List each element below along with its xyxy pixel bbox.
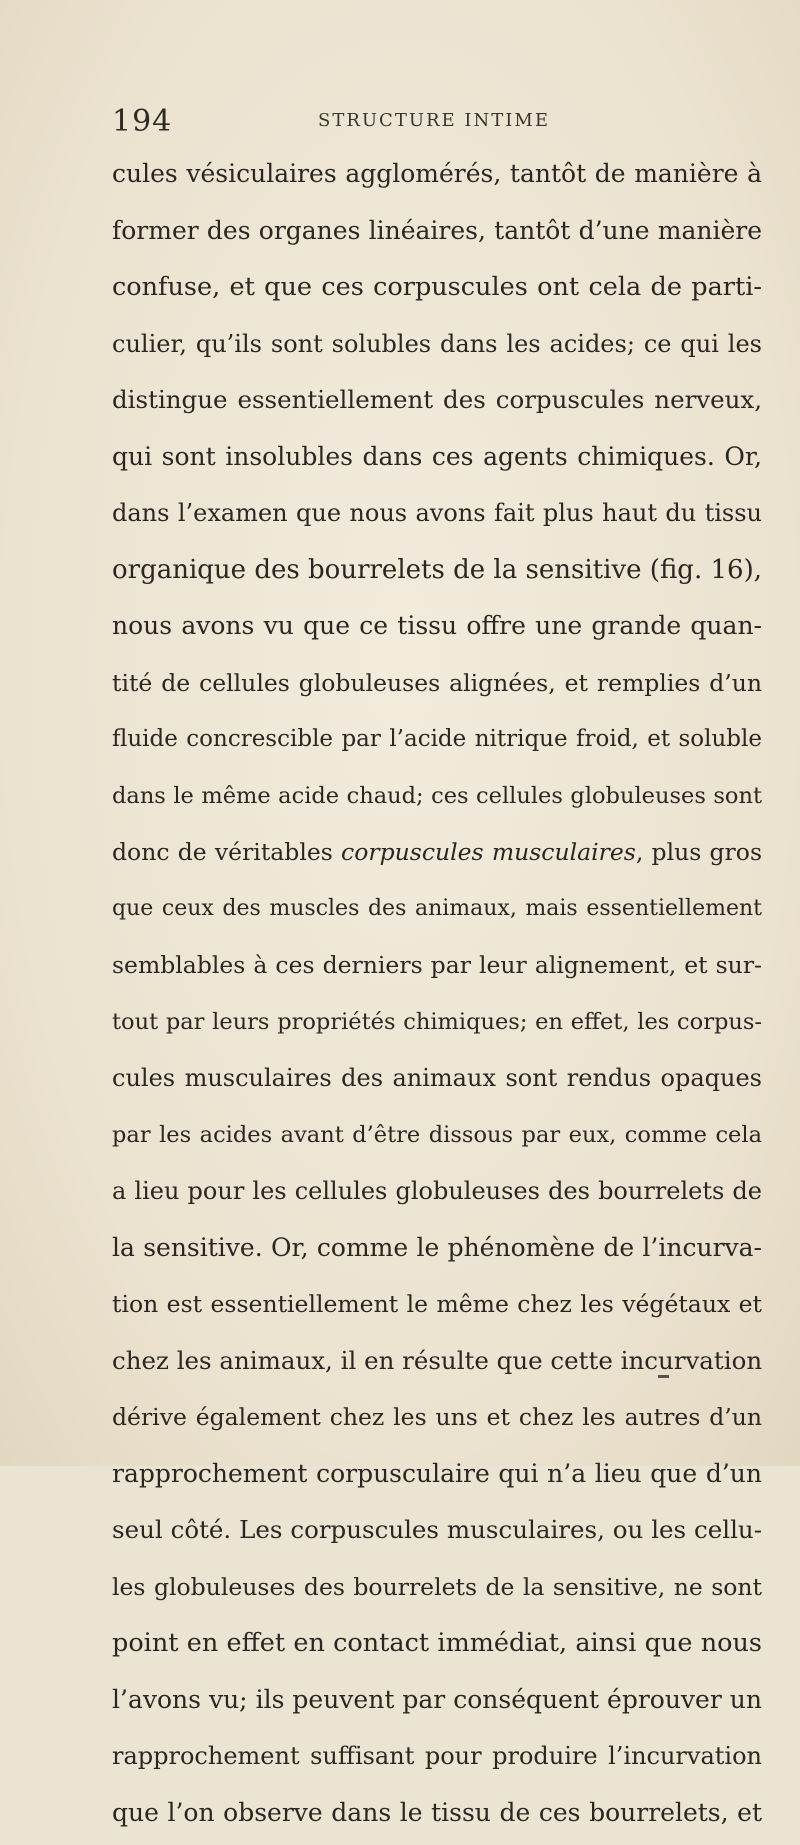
body-text — [112, 150, 762, 1845]
text-line: former des organes linéaires, tantôt d’une manière — [112, 207, 762, 264]
text-line: cules musculaires des animaux sont rendus opaques — [112, 1054, 762, 1111]
text-line: dans le même acide chaud; ces cellules globuleuses sont — [112, 772, 762, 829]
text-line: seul côté. Les corpuscules musculaires, ou les cellu- — [112, 1506, 762, 1563]
text-line: semblables à ces derniers par leur alignement, et sur- — [112, 941, 762, 998]
printer-mark — [658, 1375, 669, 1378]
text-line: la sensitive. Or, comme le phénomène de l’incurva- — [112, 1224, 762, 1281]
page-number: 194 — [112, 104, 172, 139]
text-line: point en effet en contact immédiat, ainsi que nous — [112, 1619, 762, 1676]
text-line: les globuleuses des bourrelets de la sensitive, ne sont — [112, 1563, 762, 1620]
text-line: distingue essentiellement des corpuscules nerveux, — [112, 376, 762, 433]
text-line: dans l’examen que nous avons fait plus haut du tissu — [112, 489, 762, 546]
running-head: STRUCTURE INTIME — [318, 110, 550, 131]
page-header — [0, 104, 800, 144]
text-line: nous avons vu que ce tissu offre une grande quan- — [112, 602, 762, 659]
text-line: cules vésiculaires agglomérés, tantôt de manière à — [112, 150, 762, 207]
text-line: que ceux des muscles des animaux, mais essentiellement — [112, 885, 762, 942]
text-line: organique des bourrelets de la sensitive (fig. 16), — [112, 546, 762, 603]
text-line: que l’on observe dans le tissu de ces bourrelets, et — [112, 1789, 762, 1845]
text-line: fluide concrescible par l’acide nitrique froid, et soluble — [112, 715, 762, 772]
text-line: par les acides avant d’être dissous par eux, comme cela — [112, 1111, 762, 1168]
text-line: chez les animaux, il en résulte que cette incurvation — [112, 1337, 762, 1394]
text-line: tout par leurs propriétés chimiques; en effet, les corpus- — [112, 998, 762, 1055]
text-line: dérive également chez les uns et chez les autres d’un — [112, 1393, 762, 1450]
italic-term: corpuscules musculaires — [341, 838, 636, 866]
text-line: rapprochement suffisant pour produire l’incurvation — [112, 1732, 762, 1789]
text-line: donc de véritables corpuscules musculaires, plus gros — [112, 828, 762, 885]
text-line: tité de cellules globuleuses alignées, et remplies d’un — [112, 659, 762, 716]
text-line: culier, qu’ils sont solubles dans les acides; ce qui les — [112, 320, 762, 377]
text-line: tion est essentiellement le même chez les végétaux et — [112, 1280, 762, 1337]
text-line: confuse, et que ces corpuscules ont cela de parti- — [112, 263, 762, 320]
text-line: qui sont insolubles dans ces agents chimiques. Or, — [112, 433, 762, 490]
text-line: l’avons vu; ils peuvent par conséquent éprouver un — [112, 1676, 762, 1733]
text-line: rapprochement corpusculaire qui n’a lieu que d’un — [112, 1450, 762, 1507]
text-line: a lieu pour les cellules globuleuses des bourrelets de — [112, 1167, 762, 1224]
